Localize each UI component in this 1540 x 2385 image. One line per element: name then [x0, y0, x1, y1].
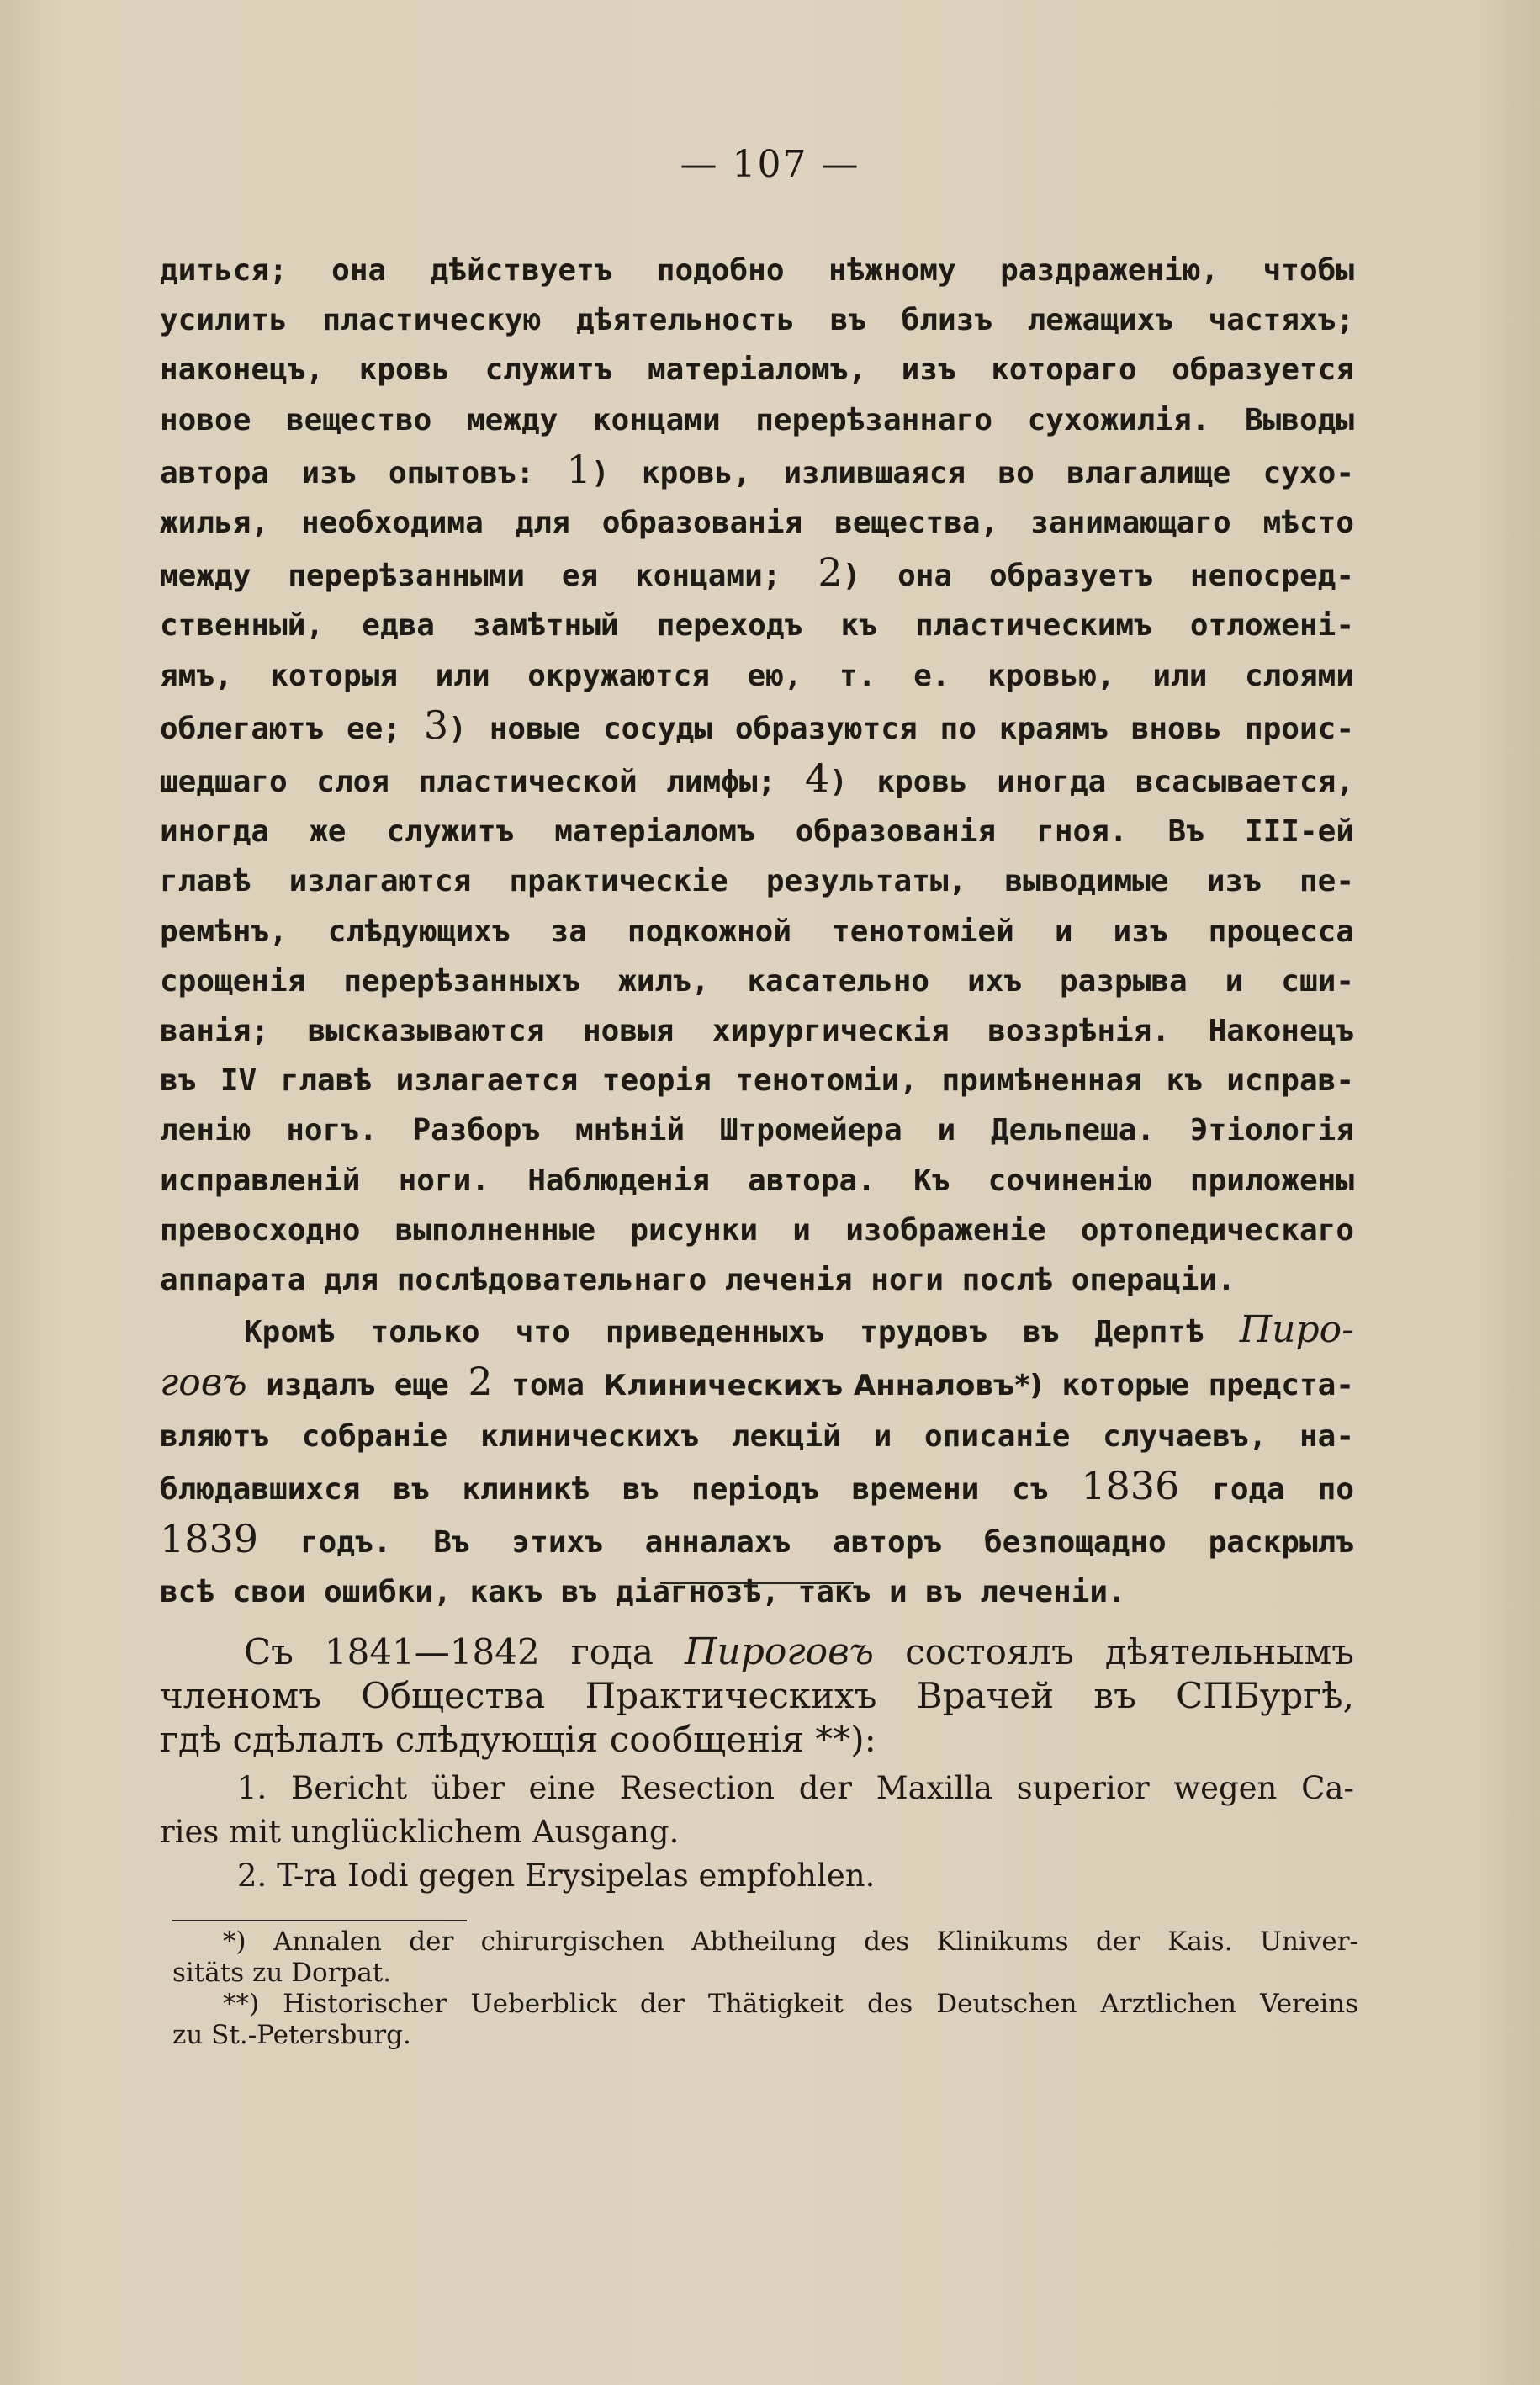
- author-name: Пироговъ: [684, 1630, 875, 1673]
- list-item: [160, 1767, 1354, 1854]
- text-line: говъ издалъ еще 2 тома Клиническихъ Анналовъ*) которые предста-: [160, 1359, 1354, 1405]
- text-line: превосходно выполненные рисунки и изображеніе ортопедическаго: [160, 1212, 1354, 1248]
- text-line: усилить пластическую дѣятельность въ близъ лежащихъ частяхъ;: [160, 303, 1354, 338]
- text-line: главѣ излагаются практическіе результаты, выводимые изъ пе-: [160, 864, 1354, 899]
- text-line: 2. T-ra Iodi gegen Erysipelas empfohlen.: [237, 1858, 876, 1894]
- text-line: Кромѣ только что приведенныхъ трудовъ въ Дерптѣ Пиро-: [244, 1308, 1354, 1352]
- numeral: 3: [423, 702, 449, 748]
- text-line: ремѣнъ, слѣдующихъ за подкожной тенотоміей и изъ процесса: [160, 914, 1354, 949]
- footnote-1-cont: sitäts zu Dorpat.: [172, 1958, 392, 1988]
- text-line: срощенія перерѣзанныхъ жилъ, касательно ихъ разрыва и сши-: [160, 963, 1354, 999]
- text-line: шедшаго слоя пластической лимфы; 4) кровь иногда всасывается,: [160, 755, 1354, 802]
- numeral: 1836: [1081, 1462, 1180, 1508]
- text-line: иногда же служитъ матеріаломъ образованія гноя. Въ III-ей: [160, 814, 1354, 850]
- section-divider: [660, 1582, 854, 1584]
- text-line: ванія; высказываются новыя хирургическія воззрѣнія. Наконецъ: [160, 1014, 1354, 1049]
- text-line: ственный, едва замѣтный переходъ къ пластическимъ отложені-: [160, 608, 1354, 644]
- footnote-rule: [172, 1920, 467, 1921]
- text-line: облегаютъ ее; 3) новые сосуды образуются по краямъ вновь проис-: [160, 702, 1355, 748]
- page-number: — 107 —: [680, 143, 860, 186]
- text-line: наконецъ, кровь служитъ матеріаломъ, изъ котораго образуется: [160, 352, 1354, 388]
- text-line: ленію ногъ. Разборъ мнѣній Штромейера и Дельпеша. Этіологія: [160, 1113, 1354, 1148]
- footnote-2-cont: zu St.-Petersburg.: [172, 2020, 411, 2050]
- book-title: Клиническихъ Анналовъ*): [603, 1369, 1043, 1403]
- text-line: 1839 годъ. Въ этихъ анналахъ авторъ безпощадно раскрылъ: [160, 1516, 1354, 1562]
- numeral: 2: [468, 1359, 493, 1405]
- paragraph-main: [160, 246, 1354, 1617]
- text-line: новое вещество между концами перерѣзаннаго сухожилія. Выводы: [160, 402, 1354, 437]
- text-line: гдѣ сдѣлалъ слѣдующія сообщенія **):: [160, 1719, 876, 1760]
- author-name: говъ: [160, 1361, 247, 1405]
- text-line: ямъ, которыя или окружаются ею, т. е. кровью, или слоями: [160, 658, 1354, 693]
- numeral: 4: [804, 755, 830, 802]
- text-line: аппарата для послѣдовательнаго леченія ноги послѣ операціи.: [160, 1263, 1236, 1298]
- section-pirogov-society: [160, 1630, 1354, 1762]
- numeral: 1839: [160, 1516, 259, 1562]
- list-item: [160, 1854, 1354, 1898]
- footnote-1: *) Annalen der chirurgischen Abtheilung des Klinikums der Kais. Univer-: [223, 1927, 1358, 1957]
- footnote-2: **) Historischer Ueberblick der Thätigkeit des Deutschen Arztlichen Vereins: [223, 1989, 1358, 2019]
- text-line: автора изъ опытовъ: 1) кровь, излившаяся во влагалище сухо-: [160, 446, 1354, 492]
- text-line: вляютъ собраніе клиническихъ лекцій и описаніе случаевъ, на-: [160, 1418, 1354, 1454]
- communications-list: [160, 1767, 1354, 1898]
- text-line: 1. Bericht über eine Resection der Maxilla superior wegen Ca-: [237, 1770, 1354, 1806]
- numeral: 1: [566, 446, 591, 492]
- text-line: въ IV главѣ излагается теорія тенотоміи, примѣненная къ исправ-: [160, 1063, 1354, 1099]
- text-line: блюдавшихся въ клиникѣ въ періодъ времени съ 1836 года по: [160, 1462, 1355, 1508]
- text-line: членомъ Общества Практическихъ Врачей въ СПБургѣ,: [160, 1675, 1354, 1716]
- text-line: ries mit unglücklichem Ausgang.: [160, 1814, 680, 1850]
- text-line: жилья, необходима для образованія вещества, занимающаго мѣсто: [160, 506, 1354, 541]
- text-line: между перерѣзанными ея концами; 2) она образуетъ непосред-: [160, 549, 1354, 596]
- numeral: 2: [818, 549, 843, 596]
- text-line: Съ 1841—1842 года Пироговъ состоялъ дѣятельнымъ: [244, 1630, 1355, 1673]
- footnotes: [172, 1927, 1358, 2051]
- author-name: Пиро-: [1239, 1308, 1354, 1352]
- text-line: исправленій ноги. Наблюденія автора. Къ сочиненію приложены: [160, 1163, 1354, 1198]
- text-line: всѣ свои ошибки, какъ въ діагнозѣ, такъ и въ леченіи.: [160, 1575, 1126, 1610]
- text-line: диться; она дѣйствуетъ подобно нѣжному раздраженію, чтобы: [160, 253, 1354, 288]
